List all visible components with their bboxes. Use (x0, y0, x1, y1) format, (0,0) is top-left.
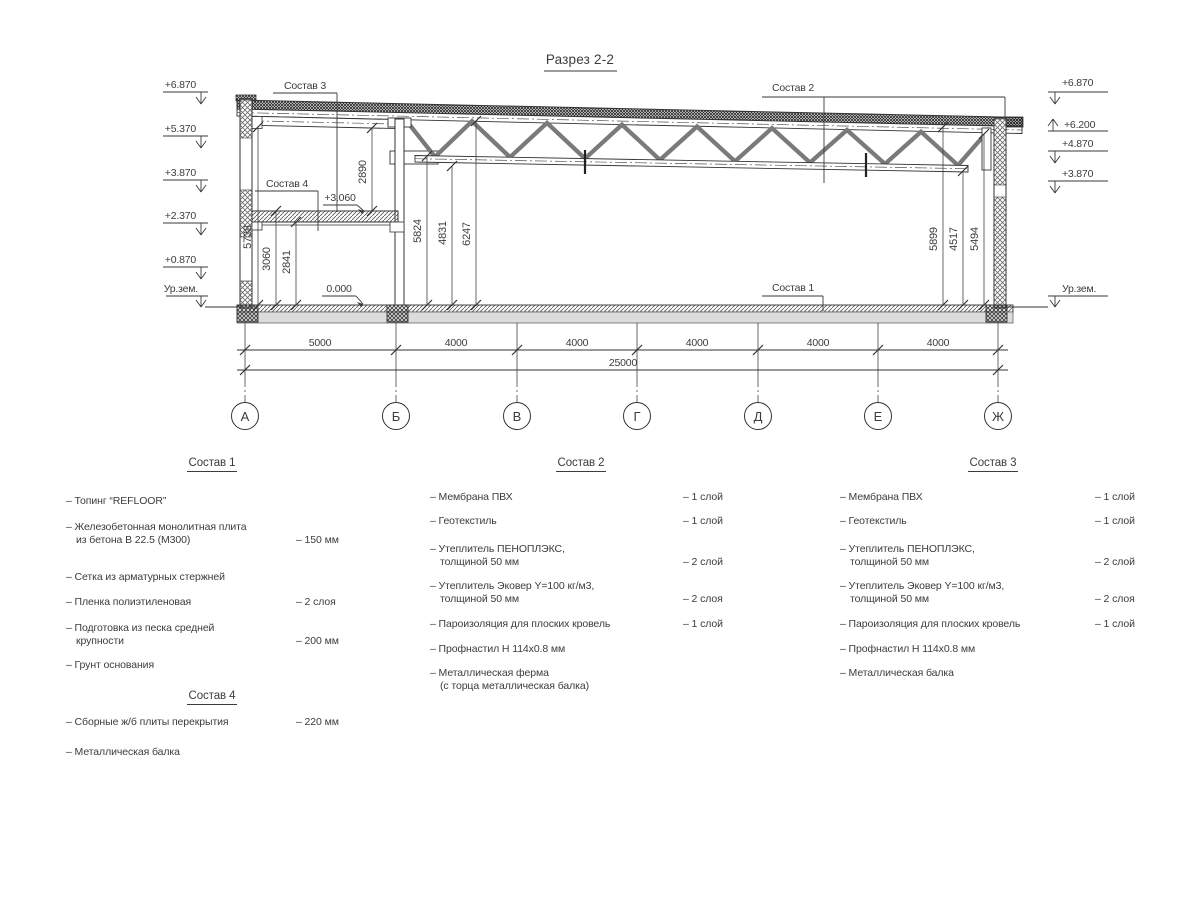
right-wall (994, 118, 1006, 308)
item-text: – Металлическая балка (840, 667, 954, 679)
elevation-label-ground: Ур.зем. (1062, 283, 1097, 295)
item-value: – 200 мм (296, 634, 339, 647)
list-item (840, 515, 1146, 528)
item-text: – Железобетонная монолитная плита (66, 521, 247, 533)
item-text: – Утеплитель ПЕНОПЛЭКС, (840, 543, 975, 555)
list-item (430, 580, 732, 605)
item-text: толщиной 50 мм (850, 555, 929, 568)
vdim-5738: 5738 (242, 225, 254, 249)
item-text: – Металлическая балка (66, 746, 180, 758)
composition-2-list (430, 455, 732, 705)
item-value: – 2 слой (1095, 555, 1135, 568)
item-text: – Мембрана ПВХ (840, 491, 923, 503)
list-item (840, 543, 1146, 568)
span-dim: 5000 (308, 337, 332, 349)
list-item (66, 622, 358, 647)
composition-3-heading: Состав 3 (840, 457, 1146, 472)
item-text: – Пароизоляция для плоских кровель (840, 618, 1021, 630)
span-dim: 4000 (926, 337, 950, 349)
item-value: – 2 слоя (1095, 592, 1135, 605)
axis-label-a: А (240, 409, 250, 424)
item-text: – Геотекстиль (430, 515, 497, 527)
item-text: – Подготовка из песка средней (66, 622, 215, 634)
item-text: – Грунт основания (66, 659, 155, 671)
list-item (66, 495, 358, 508)
item-value: – 150 мм (296, 533, 339, 546)
level-mark-0000: 0.000 (326, 283, 352, 295)
item-text: – Геотекстиль (840, 515, 907, 527)
drawing-title (544, 52, 617, 71)
list-item (66, 521, 358, 546)
elevation-label-ground: Ур.зем. (163, 283, 198, 295)
list-item (66, 716, 358, 729)
item-text: – Сетка из арматурных стержней (66, 571, 225, 583)
item-text: – Металлическая ферма (430, 667, 549, 679)
vdim-4831: 4831 (437, 221, 449, 245)
item-text: толщиной 50 мм (440, 592, 519, 605)
axis-label-b: Б (391, 409, 401, 424)
composition-3-list (840, 455, 1146, 705)
floor-slab (205, 305, 1048, 323)
leader-arrowheads (357, 209, 364, 307)
composition-2-heading: Состав 2 (430, 457, 732, 472)
item-value: – 1 слой (683, 515, 723, 527)
vdim-6247: 6247 (461, 222, 473, 246)
leader-label-sostav4: Состав 4 (266, 178, 308, 190)
axis-grid (232, 323, 1012, 430)
list-item (430, 618, 732, 631)
list-item (430, 515, 732, 528)
item-text: (с торца металлическая балка) (440, 679, 589, 692)
item-value: – 1 слой (683, 491, 723, 503)
item-text: – Мембрана ПВХ (430, 491, 513, 503)
level-mark-3060: +3.060 (324, 192, 356, 204)
item-value: – 1 слой (683, 618, 723, 630)
list-item (66, 571, 358, 584)
composition-4-heading: Состав 4 (66, 690, 358, 705)
item-text: – Сборные ж/б плиты перекрытия (66, 716, 229, 728)
foundation-block (387, 305, 408, 322)
item-text: из бетона В 22.5 (М300) (76, 533, 191, 546)
axis-label-e: Е (873, 409, 883, 424)
section-drawing (0, 0, 1200, 448)
elevation-marks-right (1048, 77, 1108, 307)
vdim-5494: 5494 (969, 227, 981, 251)
page-title: Разрез 2-2 (545, 52, 615, 67)
elevation-label: +6.870 (164, 79, 196, 91)
elevation-label: +3.870 (164, 167, 196, 179)
total-dim: 25000 (608, 357, 638, 369)
span-dim: 4000 (565, 337, 589, 349)
item-text: – Пароизоляция для плоских кровель (430, 618, 611, 630)
leader-label-sostav2: Состав 2 (772, 82, 814, 94)
list-item (840, 618, 1146, 631)
elevation-label: +0.870 (164, 254, 196, 266)
axis-label-v: В (512, 409, 522, 424)
item-text: – Утеплитель ПЕНОПЛЭКС, (430, 543, 565, 555)
elevation-label: +6.870 (1062, 77, 1094, 89)
composition-4-list (66, 688, 358, 778)
elevation-marks-left (163, 79, 208, 307)
leader-label-sostav3: Состав 3 (284, 80, 326, 92)
list-item (66, 659, 358, 672)
vdim-5824: 5824 (412, 219, 424, 243)
item-text: – Утеплитель Эковер Y=100 кг/м3, (840, 580, 1005, 592)
item-value: – 2 слой (683, 555, 723, 568)
leader-label-sostav1: Состав 1 (772, 282, 814, 294)
list-item (430, 543, 732, 568)
list-item (840, 643, 1146, 656)
item-text: – Пленка полиэтиленовая (66, 596, 192, 608)
elevation-label: +5.370 (164, 123, 196, 135)
item-text: толщиной 50 мм (850, 592, 929, 605)
composition-1-heading: Состав 1 (66, 457, 358, 472)
vdim-4517: 4517 (948, 227, 960, 251)
item-value: – 2 слоя (683, 592, 723, 605)
axis-bubbles (232, 403, 1012, 430)
elevation-label: +3.870 (1062, 168, 1094, 180)
item-value: – 1 слой (1095, 515, 1135, 527)
span-dim: 4000 (806, 337, 830, 349)
item-value: – 220 мм (296, 716, 339, 728)
item-value: – 1 слой (1095, 618, 1135, 630)
span-dim: 4000 (685, 337, 709, 349)
foundation-block (986, 305, 1007, 322)
left-wall (240, 99, 252, 308)
list-item (430, 643, 732, 656)
vdim-3060: 3060 (261, 247, 273, 271)
elevation-label: +4.870 (1062, 138, 1094, 150)
item-text: – Топинг “REFLOOR” (66, 495, 167, 507)
item-text: толщиной 50 мм (440, 555, 519, 568)
list-item (840, 491, 1146, 504)
vdim-5899: 5899 (928, 227, 940, 251)
vdim-2841: 2841 (281, 250, 293, 274)
list-item (840, 667, 1146, 680)
list-item (430, 667, 732, 692)
list-item (66, 746, 358, 759)
axis-label-zh: Ж (991, 409, 1005, 424)
axis-label-d: Д (753, 409, 763, 424)
span-dim: 4000 (444, 337, 468, 349)
item-text: – Утеплитель Эковер Y=100 кг/м3, (430, 580, 595, 592)
item-value: – 1 слой (1095, 491, 1135, 503)
mezzanine-slab (252, 211, 404, 232)
elevation-label: +6.200 (1064, 119, 1096, 131)
roof-end-cap (1006, 117, 1023, 127)
composition-1-list (66, 455, 358, 695)
elevation-label: +2.370 (164, 210, 196, 222)
list-item (430, 491, 732, 504)
item-text: – Профнастил Н 114х0.8 мм (840, 643, 976, 655)
item-text: – Профнастил Н 114х0.8 мм (430, 643, 566, 655)
list-item (840, 580, 1146, 605)
vdim-2890: 2890 (357, 160, 369, 184)
list-item (66, 596, 358, 609)
item-value: – 2 слоя (296, 596, 336, 608)
axis-label-g: Г (633, 409, 641, 424)
item-text: крупности (76, 634, 124, 647)
